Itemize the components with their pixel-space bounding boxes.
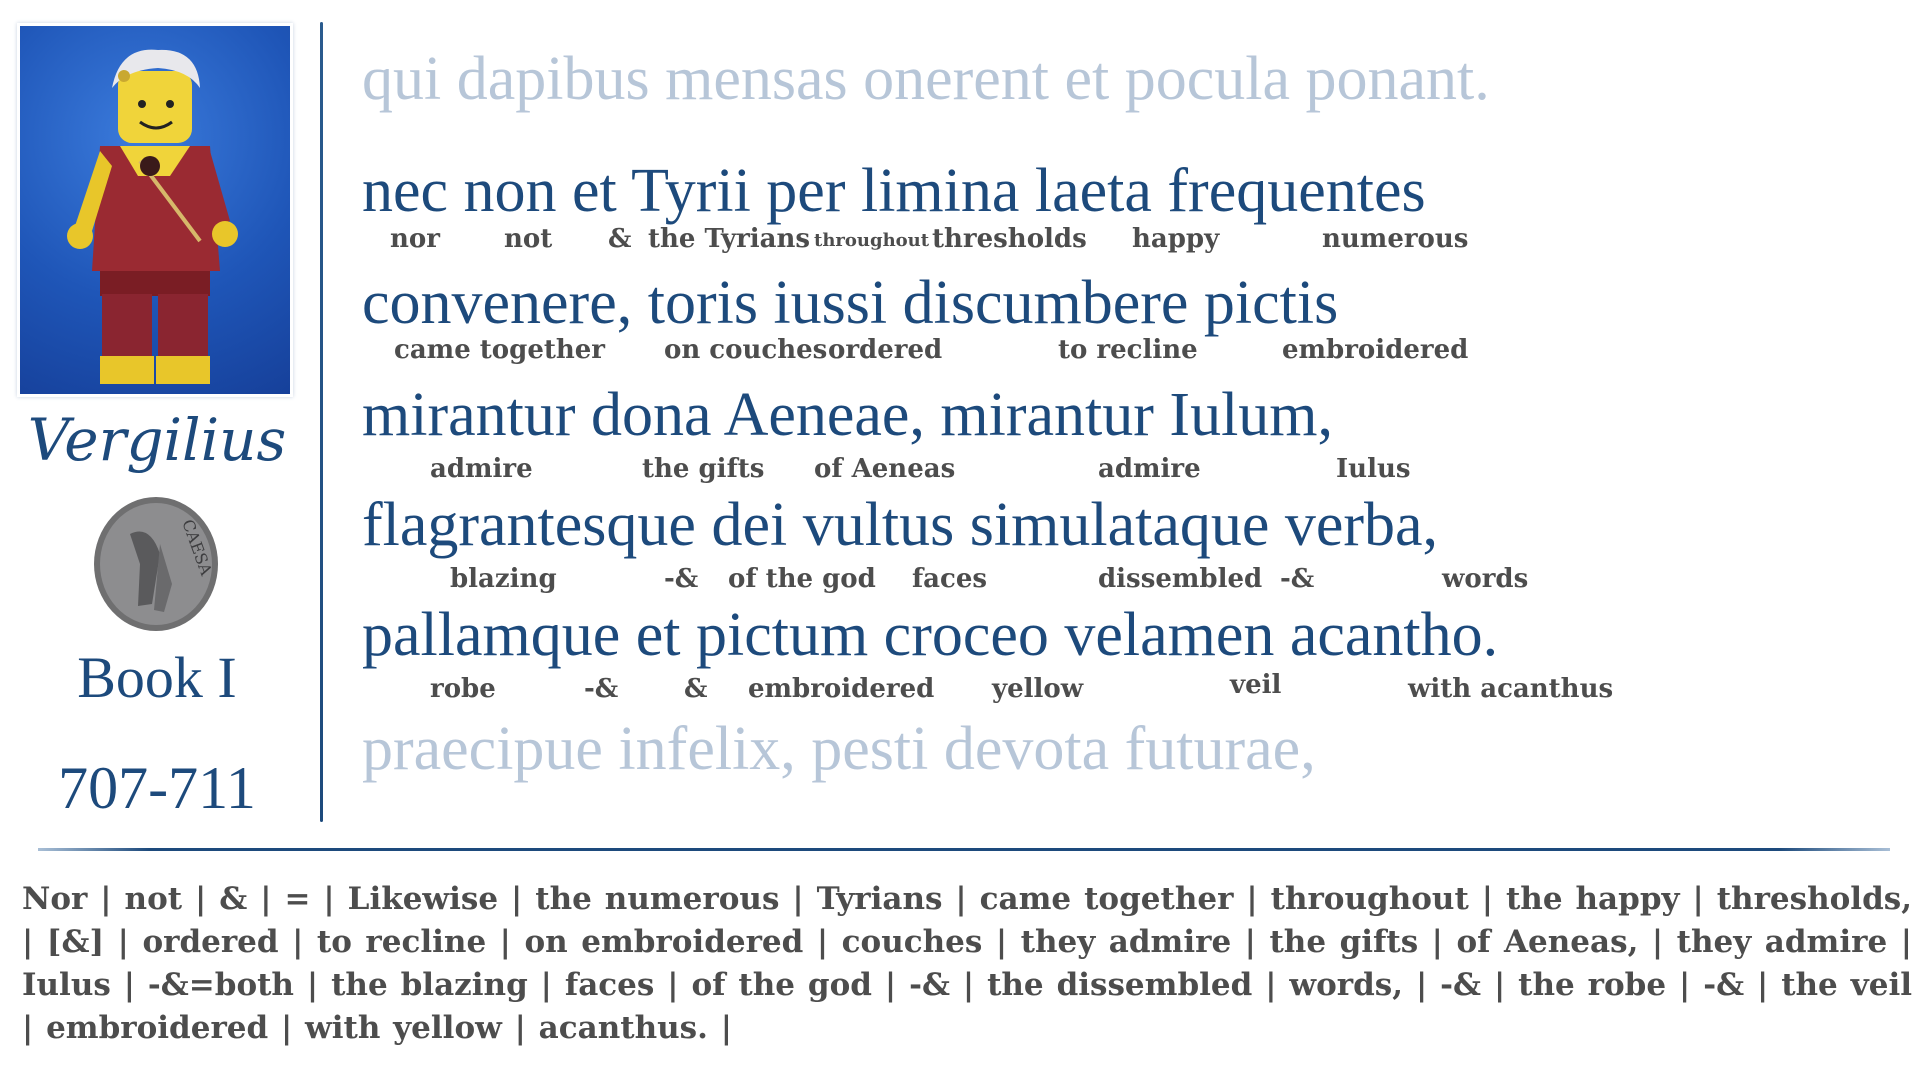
sidebar (18, 26, 296, 826)
gloss-word: to recline (1058, 335, 1198, 365)
gloss-word: the Tyrians (648, 224, 811, 254)
gloss-line-4 (362, 564, 1902, 594)
gloss-word: yellow (992, 674, 1084, 704)
gloss-line-5 (362, 670, 1902, 704)
gloss-word: thresholds (932, 224, 1087, 254)
gloss-word: nor (390, 224, 440, 254)
verse-line-2: convenere, toris iussi discumbere pictis (362, 269, 1339, 337)
gloss-word: & (684, 674, 708, 704)
gloss-word: Iulus (1336, 454, 1411, 484)
gloss-word: embroidered (1282, 335, 1469, 365)
horizontal-divider (38, 848, 1890, 851)
gloss-word: numerous (1322, 224, 1469, 254)
gloss-word: & (608, 224, 632, 254)
gloss-word: not (504, 224, 553, 254)
verse-line-1: nec non et Tyrii per limina laeta frequentes (362, 157, 1426, 225)
verse-line-4: flagrantesque dei vultus simulataque verba, (362, 491, 1439, 559)
gloss-word: the gifts (642, 454, 765, 484)
gloss-word: -& (664, 564, 699, 594)
gloss-word: came together (394, 335, 606, 365)
gloss-word: of the god (728, 564, 876, 594)
coin-legend: CAESA (178, 516, 216, 578)
gloss-line-3 (362, 454, 1902, 484)
gloss-word: throughout (814, 230, 930, 251)
gloss-word: admire (430, 454, 533, 484)
gloss-word: veil (1230, 670, 1282, 700)
gloss-word: words (1442, 564, 1529, 594)
previous-verse-line: qui dapibus mensas onerent et pocula ponant. (362, 45, 1490, 113)
roman-coin-image (90, 494, 222, 634)
vertical-divider (320, 22, 323, 822)
gloss-word: -& (584, 674, 619, 704)
gloss-word: on couches (664, 335, 828, 365)
gloss-line-2 (362, 335, 1902, 365)
lego-figure-icon (20, 26, 290, 394)
gloss-word: -& (1280, 564, 1315, 594)
gloss-line-1 (362, 224, 1902, 254)
line-range: 707-711 (58, 755, 256, 821)
gloss-word: embroidered (748, 674, 935, 704)
verse-line-5: pallamque et pictum croceo velamen acantho. (362, 601, 1499, 669)
verse-line-3: mirantur dona Aeneae, mirantur Iulum, (362, 381, 1334, 449)
english-translation: Nor | not | & | = | Likewise | the numerous | Tyrians | came together | throughout | the happy | thresholds, | [&] | ordered | to recline | on embroidered | couches | they admire | the gifts | of Aeneas, | they admire | Iulus | -&=both | the blazing | faces | of the god | -& | the dissembled | words, | -& | the robe | -& | the veil | embroidered | with yellow | acanthus. | (22, 881, 1912, 1046)
next-verse-line: praecipue infelix, pesti devota futurae, (362, 715, 1316, 783)
gloss-word: faces (912, 564, 988, 594)
author-name: Vergilius (27, 406, 287, 474)
author-portrait-image (20, 26, 290, 394)
gloss-word: with acanthus (1408, 674, 1614, 704)
gloss-word: happy (1132, 224, 1220, 254)
gloss-word: admire (1098, 454, 1201, 484)
verse-area (362, 40, 1902, 830)
book-label: Book I (77, 645, 237, 710)
gloss-word: blazing (450, 564, 557, 594)
gloss-word: ordered (828, 335, 943, 365)
gloss-word: robe (430, 674, 496, 704)
gloss-word: of Aeneas (814, 454, 956, 484)
gloss-word: dissembled (1098, 564, 1263, 594)
